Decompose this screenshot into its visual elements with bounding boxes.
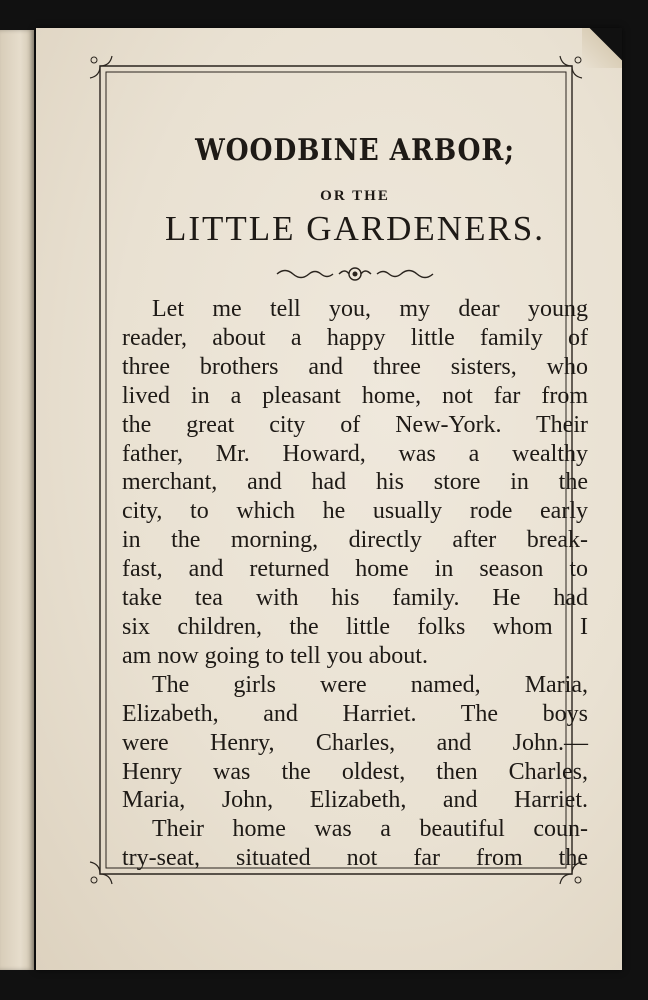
text-line: take tea with his family. He had bbox=[122, 585, 588, 612]
body-text bbox=[122, 295, 588, 873]
text-line: father, Mr. Howard, was a wealthy bbox=[122, 440, 588, 467]
text-line: merchant, and had his store in the bbox=[122, 469, 588, 496]
text-line: try-seat, situated not far from the bbox=[122, 845, 588, 872]
ornament-icon bbox=[275, 265, 435, 283]
text-line: the great city of New-York. Their bbox=[122, 411, 588, 438]
facing-page-edge bbox=[0, 30, 34, 970]
subtitle: OR THE bbox=[320, 188, 390, 204]
title: WOODBINE ARBOR; bbox=[195, 133, 515, 168]
text-line: lived in a pleasant home, not far from bbox=[122, 382, 588, 409]
text-line: Their home was a beautiful coun- bbox=[152, 816, 588, 843]
text-line: Elizabeth, and Harriet. The boys bbox=[122, 700, 588, 727]
text-line: Maria, John, Elizabeth, and Harriet. bbox=[122, 787, 588, 814]
text-line: reader, about a happy little family of bbox=[122, 324, 588, 351]
page-content bbox=[122, 133, 588, 873]
book-page bbox=[36, 28, 622, 970]
text-line: three brothers and three sisters, who bbox=[122, 353, 588, 380]
title-second-line: LITTLE GARDENERS. bbox=[164, 209, 546, 248]
text-line: in the morning, directly after break- bbox=[122, 527, 588, 554]
text-line: were Henry, Charles, and John.— bbox=[122, 729, 588, 756]
text-line: Henry was the oldest, then Charles, bbox=[122, 758, 588, 785]
text-line: am now going to tell you about. bbox=[122, 642, 428, 669]
text-line: six children, the little folks whom I bbox=[122, 613, 588, 640]
text-line: Let me tell you, my dear young bbox=[152, 296, 588, 322]
text-line: The girls were named, Maria, bbox=[152, 671, 588, 698]
text-line: fast, and returned home in season to bbox=[122, 556, 588, 583]
text-line: city, to which he usually rode early bbox=[122, 498, 588, 525]
